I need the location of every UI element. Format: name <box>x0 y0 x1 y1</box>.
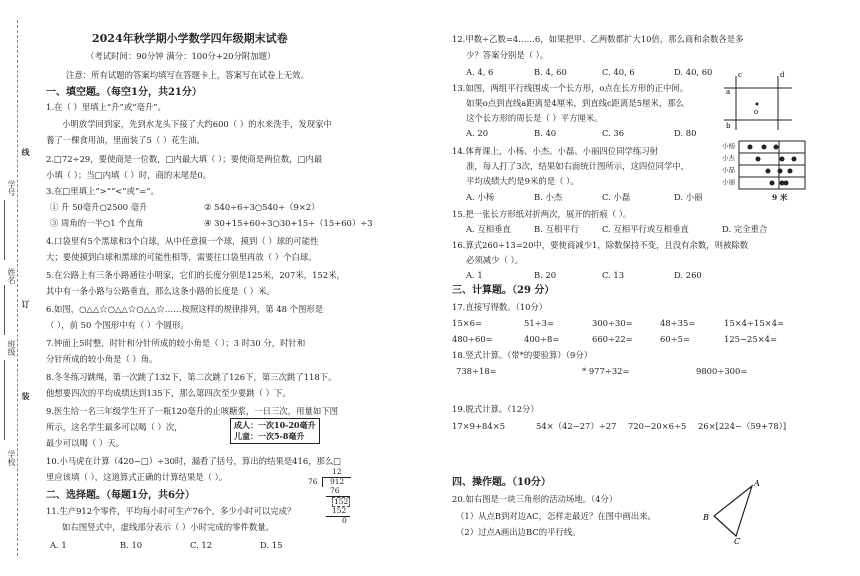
q9-line2: 所示，这名学生最多可以喝（ ）次， <box>46 422 183 432</box>
q13-option-b: B. 40 <box>534 128 557 138</box>
q2-line2: 小填（ ）；当□内填（ ）时，商的末尾是0。 <box>46 170 212 180</box>
division-dividend: 912 <box>330 477 345 486</box>
mark-yang-1 <box>748 145 753 150</box>
q19-item-4: 26×[224−（59+78）] <box>698 421 787 431</box>
chart-row-label-1: 小杨 <box>722 142 735 150</box>
q13-line3: 这个长方形的周长是（ ）平方厘米。 <box>466 113 603 123</box>
triangle-figure <box>700 478 762 544</box>
q3-item-2: ② 540÷6÷3○540÷（9×2） <box>204 202 320 212</box>
seal-char-bind: 装 <box>21 392 31 400</box>
mark-li-1 <box>770 181 775 186</box>
binding-margin <box>0 0 34 576</box>
q14-option-d: D. 小丽 <box>674 192 703 202</box>
mark-jie-2 <box>780 157 785 162</box>
chart-row-label-2: 小杰 <box>722 154 735 162</box>
q12-option-c: C. 40, 6 <box>602 67 635 77</box>
student-no-blank <box>4 200 5 260</box>
q16-option-d: D. 260 <box>674 270 702 280</box>
chart-row-label-3: 小磊 <box>722 166 735 174</box>
q5-text: 5.在公路上有三条小路通往小明家，它们的长度分别是125米，207米，152米， <box>46 270 345 280</box>
q11-option-a: A. 1 <box>50 540 67 550</box>
mark-lei-2 <box>778 169 783 174</box>
q16-option-b: B. 20 <box>534 270 557 280</box>
section-2-heading: 二、选择题。（每题1分，共6分） <box>46 490 195 501</box>
mark-lei-3 <box>788 169 793 174</box>
vertex-a-label: A <box>754 479 760 488</box>
q9-text: 9.医生给一名三年级学生开了一瓶120毫升的止咳糖浆，一日三次，用量如下图 <box>46 406 338 416</box>
shooting-plot <box>738 140 808 194</box>
mark-li-3 <box>784 181 789 186</box>
long-division-figure <box>302 468 352 534</box>
q2-text: 2.□72÷29，要使商是一位数，□内最大填（ ）；要使商是两位数，□内最 <box>46 154 323 164</box>
q14-line3: 平均成绩大约是9米的是（ ）。 <box>466 176 579 186</box>
point-o <box>756 103 759 106</box>
q20-text: 20.如右图是一块三角形的活动场地。（4分） <box>452 494 618 504</box>
q13-option-d: D. 80 <box>674 128 697 138</box>
q3-item-3: ③ 周角的一半○1 个直角 <box>50 218 144 228</box>
division-row1: 76 <box>330 486 340 495</box>
division-divisor: 76 <box>308 477 318 486</box>
q16-option-a: A. 1 <box>466 270 483 280</box>
seal-char-order: 订 <box>21 300 31 308</box>
q8-line2: 他想要四次的平均成绩达到135下，那么第四次至少要跳（ ）下。 <box>46 388 291 398</box>
q11-option-d: D. 15 <box>260 540 283 550</box>
section-1-heading: 一、填空题。（每空1分，共21分） <box>46 87 202 98</box>
q1-line2: 小明放学回到家，先到水龙头下接了大约600（ ）的水来洗手，发现家中 <box>62 119 332 129</box>
q3-item-4: ④ 30+15+60÷3○30+15÷（15+60）÷3 <box>204 218 373 228</box>
student-no-label: 学号 <box>7 180 16 196</box>
q14-option-a: A. 小杨 <box>466 192 495 202</box>
name-blank <box>4 285 5 335</box>
q10-text: 10.小马虎在计算（420−□）÷30时，漏看了括号，算出的结果是416，那么□ <box>46 456 342 466</box>
shooting-chart <box>722 140 810 206</box>
q19-item-3: 720−20×6÷5 <box>628 421 687 431</box>
q6-text: 6.如图，○△△☆○△△☆○△△☆……按照这样的规律排列，第 48 个图形是 <box>46 304 324 314</box>
q16-option-c: C. 13 <box>602 270 625 280</box>
q17-r1-c2: 51÷3= <box>524 318 555 328</box>
q20-part-2: （2）过点A画出边BC的平行线。 <box>456 527 581 537</box>
q7-text: 7.钟面上5时整，时针和分针所成的较小角是（ ）；3 时30 分，时针和 <box>46 338 306 348</box>
q17-r2-c5: 125−25×4= <box>724 334 778 344</box>
q5-line2: 其中有一条小路与公路垂直，那么这条小路的长度是（ ）米。 <box>46 286 275 296</box>
q19-item-1: 17×9+84×5 <box>452 421 506 431</box>
vertex-c-label: C <box>734 537 741 544</box>
mark-yang-2 <box>762 145 767 150</box>
dosage-child: 儿童：一次5-8毫升 <box>234 430 305 441</box>
q13-text: 13.如图，两组平行线围成一个长方形，o点在长方形的正中间。 <box>452 83 689 93</box>
q19-item-2: 54×（42−27）÷27 <box>536 421 617 431</box>
mark-jie-1 <box>756 157 761 162</box>
division-row3: 152 <box>332 506 347 515</box>
q12-line2: 少？答案分别是（ ）。 <box>466 50 549 60</box>
q18-item-1: 738÷18= <box>456 366 497 376</box>
q15-option-b: B. 互相平行 <box>534 224 579 234</box>
q15-text: 15.把一张长方形纸对折两次，展开的折痕（ ）。 <box>452 209 632 219</box>
q17-text: 17.直接写得数。（10分） <box>452 302 548 312</box>
q19-text: 19.脱式计算。（12分） <box>452 404 539 414</box>
q10-line2: 里应该填（ ），这道算式正确的计算结果是（ ）。 <box>46 472 228 482</box>
label-d: d <box>780 71 785 79</box>
q17-r2-c1: 480÷60= <box>452 334 493 344</box>
name-label: 姓名 <box>7 268 16 284</box>
q14-text: 14.体育课上，小杨、小杰、小磊、小丽四位同学练习射 <box>452 146 658 156</box>
left-column <box>40 0 373 576</box>
q8-text: 8.冬冬练习跳绳，第一次跳了132下，第二次跳了126下，第三次跳了118下。 <box>46 372 337 382</box>
q17-r1-c5: 15×4÷15×4= <box>724 318 785 328</box>
q12-option-d: D. 40, 60 <box>674 67 713 77</box>
dosage-adult: 成人：一次10-20毫升 <box>234 420 316 430</box>
division-remainder: 0 <box>342 516 347 525</box>
q15-option-c: C. 互相平行或互相垂直 <box>602 224 689 234</box>
q18-text: 18.竖式计算。（带*的要验算）（9分） <box>452 350 593 360</box>
q11-option-c: C. 12 <box>190 540 213 550</box>
parallel-lines-figure <box>724 70 794 132</box>
q11-line2: 如右图竖式中，虚线部分表示（ ）小时完成的零件数量。 <box>62 522 275 532</box>
q13-line2: 如果o点到直线a距离是4厘米，到直线c距离是5厘米，那么 <box>466 98 685 108</box>
q14-option-b: B. 小杰 <box>534 192 563 202</box>
q12-option-b: B. 4, 60 <box>534 67 567 77</box>
vertex-b-label: B <box>703 513 709 522</box>
q14-line2: 准，每人打了3次，结果如右面统计图所示，这四位同学中， <box>466 161 690 171</box>
q4-text: 4.口袋里有5个黑球和3个白球，从中任意摸一个球，摸到（ ）球的可能性 <box>46 236 319 246</box>
q17-r2-c4: 60÷5= <box>660 334 691 344</box>
q7-line2: 分针所成的较小角是（ ）角。 <box>46 354 158 364</box>
label-o: o <box>754 108 759 116</box>
section-3-heading: 三、计算题。（29 分） <box>452 285 555 296</box>
mark-yang-3 <box>774 145 779 150</box>
q12-option-a: A. 4, 6 <box>466 67 494 77</box>
right-column <box>452 0 812 576</box>
exam-title: 2024年秋学期小学数学四年级期末试卷 <box>92 32 288 45</box>
q9-line3: 最少可以喝（ ）天。 <box>46 438 125 448</box>
q12-text: 12.甲数÷乙数=4……6，如果把甲、乙两数都扩大10倍，那么商和余数各是多 <box>452 34 744 44</box>
q3-item-1: ① 升 50毫升○2500 毫升 <box>50 202 148 212</box>
q1-line3: 養了一棵食用油，里面装了5（ ）花生油。 <box>46 135 205 145</box>
q18-item-2: * 977÷32= <box>582 366 630 376</box>
q14-option-c: C. 小磊 <box>602 192 631 202</box>
class-blank <box>4 360 5 440</box>
q17-r2-c3: 660÷22= <box>592 334 633 344</box>
q11-text: 11.生产912个零件，平均每小时可生产76个，多少小时可以完成？ <box>46 506 296 516</box>
mark-jie-3 <box>792 157 797 162</box>
q13-option-c: C. 36 <box>602 128 625 138</box>
triangle-abc <box>714 486 752 536</box>
binding-dashed-line <box>17 20 18 556</box>
q17-r1-c1: 15×6= <box>452 318 483 328</box>
mark-lei-1 <box>766 169 771 174</box>
q11-option-b: B. 10 <box>120 540 143 550</box>
q15-option-a: A. 互相垂直 <box>466 224 511 234</box>
q17-r1-c4: 48÷35= <box>660 318 696 328</box>
q20-part-1: （1）从点B到对边AC，怎样走最近？在图中画出来。 <box>456 511 656 521</box>
q4-line2: 大；要使摸到白球和黑球的可能性相等，需要往口袋里再放（ ）个白球。 <box>46 252 317 262</box>
chart-unit-label: 9 米 <box>772 193 788 202</box>
dosage-box <box>230 418 320 444</box>
label-c: c <box>738 71 742 79</box>
section-4-heading: 四、操作题。（10分） <box>452 477 551 488</box>
seal-char-line: 线 <box>21 148 31 156</box>
q3-text: 3.在□里填上“>”“<”或“=”。 <box>46 186 159 196</box>
exam-subtitle: （考试时间：90分钟 满分：100分+20分附加题） <box>86 51 276 61</box>
q17-r2-c2: 400÷8= <box>524 334 560 344</box>
division-row2-dashed: 152 <box>334 497 349 506</box>
q15-option-d: D. 完全重合 <box>722 224 768 234</box>
class-label: 班级 <box>7 340 16 356</box>
school-label: 学校 <box>7 450 16 466</box>
q16-text: 16.算式260÷13=20中，要使商减少1，除数保持不变，且没有余数，则被除数 <box>452 240 749 250</box>
label-a: a <box>726 88 731 96</box>
q13-option-a: A. 20 <box>466 128 489 138</box>
division-quotient: 12 <box>332 467 342 476</box>
label-b: b <box>726 122 731 130</box>
chart-row-label-4: 小丽 <box>722 178 735 186</box>
q16-line2: 必须减少（ ）。 <box>466 255 524 265</box>
q18-item-3: 9800÷300= <box>696 366 748 376</box>
q6-line2: （ ），前 50 个图形中有（ ）个圆形。 <box>46 320 189 330</box>
notice-text: 注意：所有试题的答案均填写在答题卡上，答案写在试卷上无效。 <box>66 70 309 80</box>
q17-r1-c3: 300÷30= <box>592 318 633 328</box>
q1-text: 1.在（ ）里填上“升”或“毫升”。 <box>46 102 166 112</box>
